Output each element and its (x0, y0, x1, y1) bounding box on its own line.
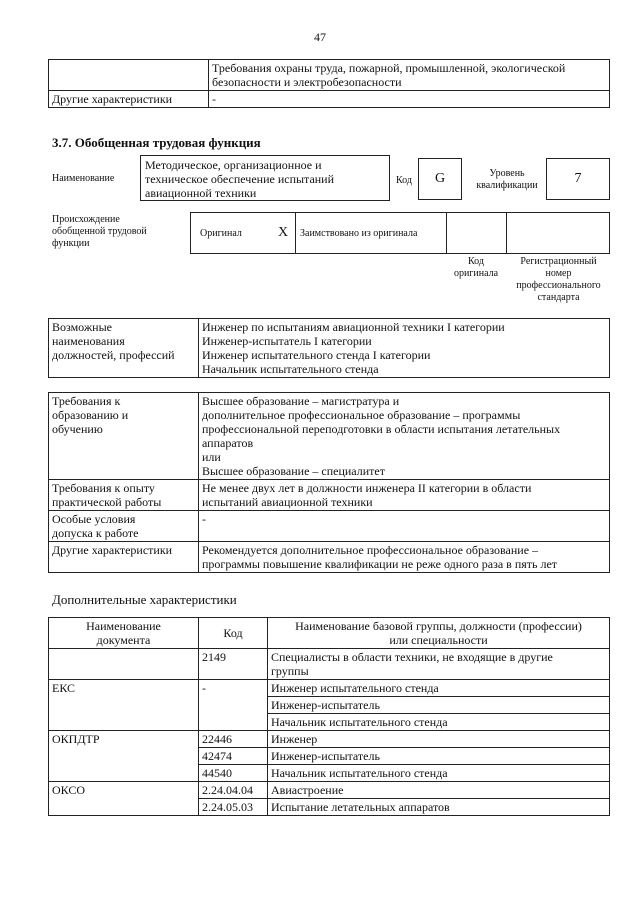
table-cell-label: Особые условия допуска к работе (49, 511, 199, 542)
cell-doc: ОКСО (49, 782, 199, 799)
cell-name: Специалисты в области техники, не входящие в другие группы (268, 649, 610, 680)
table-row (49, 782, 610, 799)
additional-table (48, 617, 610, 816)
origin-divider (446, 212, 447, 254)
table-cell-label: Возможные наименования должностей, профессий (49, 319, 199, 378)
table-row (49, 542, 610, 573)
cell-name: Инженер-испытатель (268, 697, 610, 714)
table-row (49, 60, 610, 91)
header-code: Код (199, 618, 268, 649)
table-row (49, 480, 610, 511)
table-cell-label (49, 60, 209, 91)
level-value: 7 (546, 158, 610, 200)
table-row (49, 511, 610, 542)
table-cell-value: Высшее образование – магистратура и дополнительное профессиональное образование – программы профессиональной переподготовки в области испытания летательных аппаратов или Высшее образование – специалитет (199, 393, 610, 480)
cell-doc: ОКПДТР (49, 731, 199, 748)
table-header-row (49, 618, 610, 649)
cell-name: Авиастроение (268, 782, 610, 799)
positions-table (48, 318, 610, 378)
origin-label: Происхождение обобщенной трудовой функции (52, 214, 147, 249)
borrowed-label: Заимствовано из оригинала (300, 228, 418, 239)
table-row (49, 765, 610, 782)
requirements-table (48, 392, 610, 573)
cell-code: 2.24.05.03 (199, 799, 268, 816)
name-label: Наименование (52, 173, 115, 184)
code-value: G (418, 158, 462, 200)
cell-code: - (199, 680, 268, 697)
cell-code: 2149 (199, 649, 268, 680)
table-cell-value: - (209, 91, 610, 108)
header-document: Наименование документа (49, 618, 199, 649)
table-row (49, 680, 610, 697)
cell-code: 2.24.04.04 (199, 782, 268, 799)
table-row (49, 714, 610, 731)
cell-doc (49, 799, 199, 816)
table-cell-label: Требования к опыту практической работы (49, 480, 199, 511)
table-row (49, 649, 610, 680)
cell-name: Начальник испытательного стенда (268, 714, 610, 731)
table-cell-value: Не менее двух лет в должности инженера II категории в области испытаний авиационной техники (199, 480, 610, 511)
table-row (49, 697, 610, 714)
cell-code (199, 714, 268, 731)
orig-code-caption: Код оригинала (453, 256, 499, 279)
table-cell-value: Требования охраны труда, пожарной, промышленной, экологической безопасности и электробезопасности (209, 60, 610, 91)
cell-name: Инженер испытательного стенда (268, 680, 610, 697)
cell-name: Инженер-испытатель (268, 748, 610, 765)
cell-name: Инженер (268, 731, 610, 748)
cell-doc (49, 714, 199, 731)
cell-code (199, 697, 268, 714)
cell-doc: ЕКС (49, 680, 199, 697)
additional-title: Дополнительные характеристики (52, 592, 237, 607)
page-number: 47 (314, 30, 326, 44)
cell-code: 44540 (199, 765, 268, 782)
origin-divider (295, 212, 296, 254)
cell-doc (49, 765, 199, 782)
cell-code: 42474 (199, 748, 268, 765)
table-row (49, 91, 610, 108)
reg-num-caption: Регистрационный номер профессионального стандарта (516, 256, 601, 303)
table-cell-value: - (199, 511, 610, 542)
original-label: Оригинал (200, 228, 242, 239)
table-cell-value: Инженер по испытаниям авиационной техники I категории Инженер-испытатель I категории Инженер испытательного стенда I категории Начальник испытательного стенда (199, 319, 610, 378)
cell-doc (49, 697, 199, 714)
origin-divider (506, 212, 507, 254)
name-value: Методическое, организационное и техническое обеспечение испытаний авиационной техники (140, 155, 390, 201)
header-name: Наименование базовой группы, должности (профессии) или специальности (268, 618, 610, 649)
original-mark: X (278, 225, 289, 240)
top-table (48, 59, 610, 108)
cell-doc (49, 748, 199, 765)
section-title: 3.7. Обобщенная трудовая функция (52, 135, 261, 150)
table-cell-label: Другие характеристики (49, 91, 209, 108)
table-cell-value: Рекомендуется дополнительное профессиональное образование – программы повышение квалификации не реже одного раза в пять лет (199, 542, 610, 573)
level-label: Уровень квалификации (476, 168, 538, 191)
cell-name: Испытание летательных аппаратов (268, 799, 610, 816)
cell-code: 22446 (199, 731, 268, 748)
table-cell-label: Требования к образованию и обучению (49, 393, 199, 480)
table-row (49, 393, 610, 480)
cell-doc (49, 649, 199, 680)
table-row (49, 748, 610, 765)
table-row (49, 319, 610, 378)
code-label: Код (396, 175, 412, 186)
cell-name: Начальник испытательного стенда (268, 765, 610, 782)
table-row (49, 799, 610, 816)
table-row (49, 731, 610, 748)
table-cell-label: Другие характеристики (49, 542, 199, 573)
